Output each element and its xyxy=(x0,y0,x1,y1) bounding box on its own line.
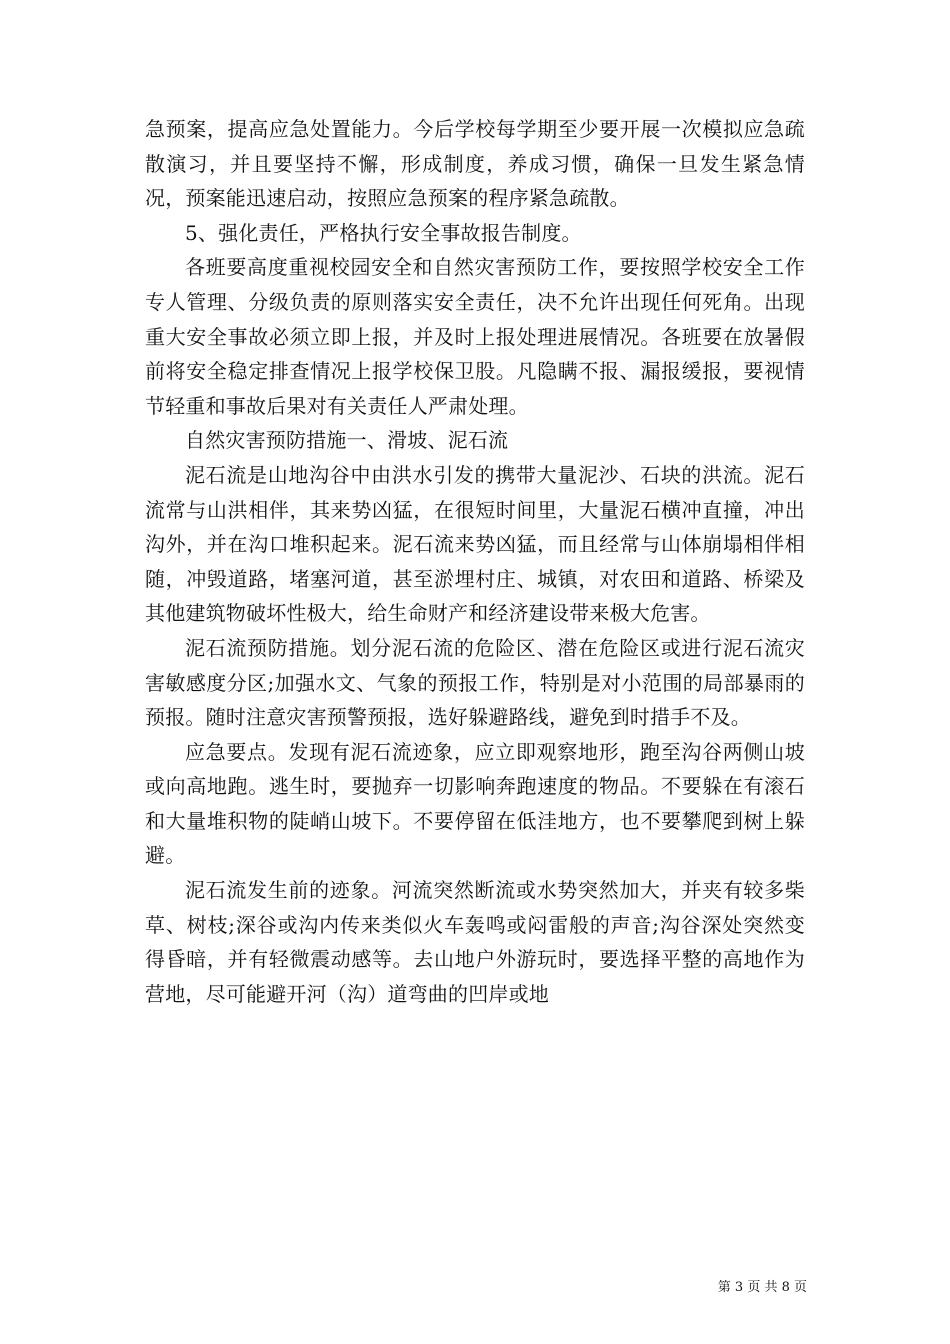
paragraph-7: 应急要点。发现有泥石流迹象，应立即观察地形，跑至沟谷两侧山坡或向高地跑。逃生时，要抛弃一切影响奔跑速度的物品。不要躲在有滚石和大量堆积物的陡峭山坡下。不要停留在低洼地方，也不要攀爬到树上躲避。 xyxy=(145,739,805,868)
paragraph-6: 泥石流预防措施。划分泥石流的危险区、潜在危险区或进行泥石流灾害敏感度分区;加强水文、气象的预报工作，特别是对小范围的局部暴雨的预报。随时注意灾害预警预报，选好躲避路线，避免到时措手不及。 xyxy=(145,635,805,730)
paragraph-8: 泥石流发生前的迹象。河流突然断流或水势突然加大，并夹有较多柴草、树枝;深谷或沟内传来类似火车轰鸣或闷雷般的声音;沟谷深处突然变得昏暗，并有轻微震动感等。去山地户外游玩时，要选择平整的高地作为营地，尽可能避开河（沟）道弯曲的凹岸或地 xyxy=(145,878,805,1006)
body-text xyxy=(145,112,805,1011)
paragraph-2: 5、强化责任，严格执行安全事故报告制度。 xyxy=(185,220,582,245)
paragraph-5: 泥石流是山地沟谷中由洪水引发的携带大量泥沙、石块的洪流。泥石流常与山洪相伴，其来势凶猛，在很短时间里，大量泥石横冲直撞，冲出沟外，并在沟口堆积起来。泥石流来势凶猛，而且经常与山体崩塌相伴相随，冲毁道路，堵塞河道，甚至淤埋村庄、城镇，对农田和道路、桥梁及其他建筑物破坏性极大，给生命财产和经济建设带来极大危害。 xyxy=(145,462,805,626)
paragraph-3: 各班要高度重视校园安全和自然灾害预防工作，要按照学校安全工作专人管理、分级负责的原则落实安全责任，决不允许出现任何死角。出现重大安全事故必须立即上报，并及时上报处理进展情况。各班要在放暑假前将安全稳定排查情况上报学校保卫股。凡隐瞒不报、漏报缓报，要视情节轻重和事故后果对有关责任人严肃处理。 xyxy=(145,255,805,418)
page-number: 第 3 页 共 8 页 xyxy=(717,1280,807,1295)
section-heading: 自然灾害预防措施一、滑坡、泥石流 xyxy=(185,428,509,453)
paragraph-1: 急预案，提高应急处置能力。今后学校每学期至少要开展一次模拟应急疏散演习，并且要坚持不懈，形成制度，养成习惯，确保一旦发生紧急情况，预案能迅速启动，按照应急预案的程序紧急疏散。 xyxy=(145,117,805,211)
